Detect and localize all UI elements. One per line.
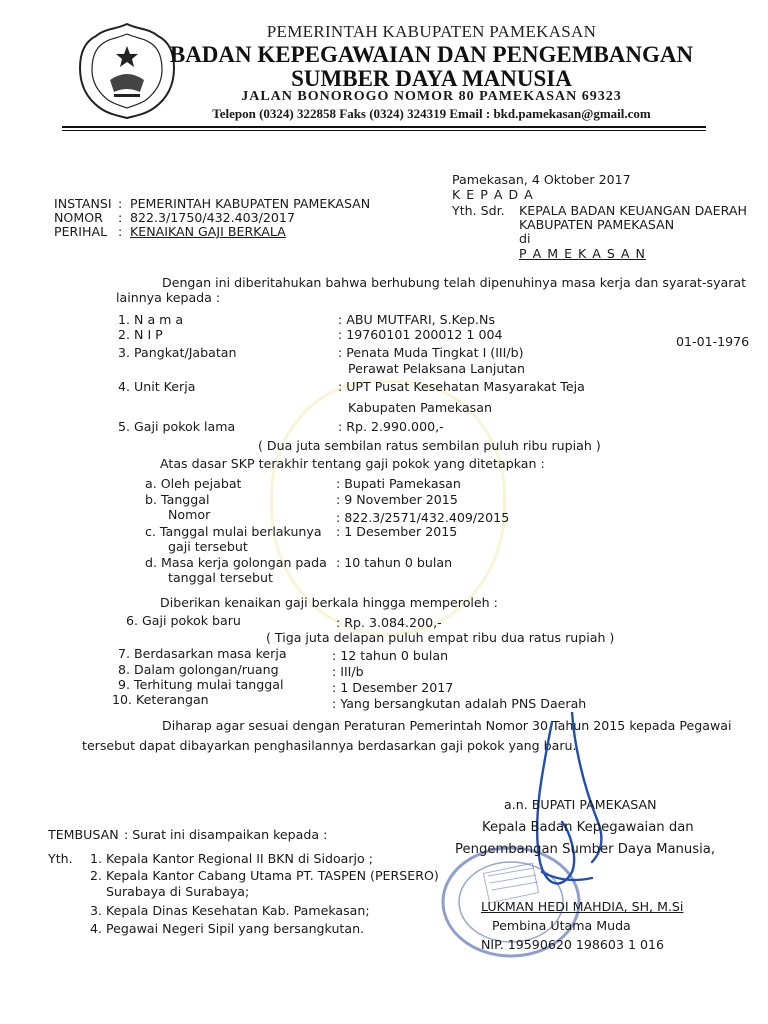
tembusan-label: TEMBUSAN (48, 827, 119, 842)
skp-d-label: d. Masa kerja golongan pada (145, 555, 327, 570)
jabatan-value: Perawat Pelaksana Lanjutan (348, 361, 525, 376)
intro-line1: Dengan ini diberitahukan bahwa berhubung telah dipenuhinya masa kerja dan syarat-syarat (162, 275, 747, 290)
keterangan-label: 10. Keterangan (112, 692, 209, 707)
tembusan-item-1: 1. Kepala Kantor Regional II BKN di Sidoarjo ; (90, 851, 374, 866)
gaji-baru-value: : Rp. 3.084.200,- (336, 615, 442, 630)
signature-rank: Pembina Utama Muda (492, 918, 631, 933)
skp-d-label-2: tanggal tersebut (168, 570, 273, 585)
letterhead-rule-thick (62, 126, 706, 128)
instansi-value: PEMERINTAH KABUPATEN PAMEKASAN (130, 196, 371, 211)
masa-value: : 12 tahun 0 bulan (332, 648, 449, 663)
perihal-value: KENAIKAN GAJI BERKALA (130, 224, 286, 239)
gaji-baru-label: 6. Gaji pokok baru (126, 613, 241, 628)
skp-d-value: : 10 tahun 0 bulan (336, 555, 453, 570)
intro-line2: lainnya kepada : (116, 290, 221, 305)
birth-date: 01-01-1976 (676, 334, 750, 349)
closing-line1: Diharap agar sesuai dengan Peraturan Pemerintah Nomor 30 Tahun 2015 kepada Pegawai (162, 718, 732, 733)
nama-label: 1. N a m a (118, 312, 184, 327)
gaji-lama-label: 5. Gaji pokok lama (118, 419, 236, 434)
golongan-value: : III/b (332, 664, 364, 679)
gaji-lama-words: ( Dua juta sembilan ratus sembilan puluh ribu rupiah ) (258, 438, 601, 453)
unit-value-2: Kabupaten Pamekasan (348, 400, 492, 415)
skp-c-value: : 1 Desember 2015 (336, 524, 458, 539)
letter-date: Pamekasan, 4 Oktober 2017 (452, 172, 631, 187)
terhitung-value: : 1 Desember 2017 (332, 680, 454, 695)
nip-label: 2. N I P (118, 327, 163, 342)
skp-c-label: c. Tanggal mulai berlakunya (145, 524, 322, 539)
letterhead-address: JALAN BONOROGO NOMOR 80 PAMEKASAN 69323 (241, 89, 622, 104)
tembusan-item-2b: Surabaya di Surabaya; (106, 884, 250, 899)
letterhead-line1: PEMERINTAH KABUPATEN PAMEKASAN (266, 22, 597, 41)
pangkat-value: : Penata Muda Tingkat I (III/b) (338, 345, 524, 360)
tembusan-intro: : Surat ini disampaikan kepada : (124, 827, 328, 842)
skp-b-label: b. Tanggal (145, 492, 210, 507)
skp-nomor-value: : 822.3/2571/432.409/2015 (336, 510, 510, 525)
nip-value: : 19760101 200012 1 004 (338, 327, 503, 342)
tembusan-item-3: 3. Kepala Dinas Kesehatan Kab. Pamekasan; (90, 903, 370, 918)
tembusan-item-4: 4. Pegawai Negeri Sipil yang bersangkutan. (90, 921, 365, 936)
recipient-line1: KEPALA BADAN KEUANGAN DAERAH (519, 203, 747, 218)
masa-label: 7. Berdasarkan masa kerja (118, 646, 287, 661)
signature-title1: Kepala Badan Kepegawaian dan (482, 820, 694, 835)
tembusan-item-2: 2. Kepala Kantor Cabang Utama PT. TASPEN (PERSERO) (90, 868, 439, 883)
nomor-label: NOMOR (54, 210, 103, 225)
skp-heading: Atas dasar SKP terakhir tentang gaji pokok yang ditetapkan : (160, 456, 545, 471)
nama-value: : ABU MUTFARI, S.Kep.Ns (338, 312, 496, 327)
skp-a-label: a. Oleh pejabat (145, 476, 242, 491)
letterhead-line3: SUMBER DAYA MANUSIA (291, 66, 572, 91)
skp-c-label-2: gaji tersebut (168, 539, 248, 554)
letterhead-rule-thin (62, 130, 706, 131)
pangkat-label: 3. Pangkat/Jabatan (118, 345, 237, 360)
skp-nomor-label: Nomor (168, 507, 211, 522)
signature-name: LUKMAN HEDI MAHDIA, SH, M.Si (481, 899, 684, 914)
recipient-di: di (519, 231, 531, 246)
new-heading: Diberikan kenaikan gaji berkala hingga memperoleh : (160, 595, 498, 610)
letterhead-line2: BADAN KEPEGAWAIAN DAN PENGEMBANGAN (169, 42, 694, 67)
recipient-line2: KABUPATEN PAMEKASAN (519, 217, 675, 232)
signature-an: a.n. BUPATI PAMEKASAN (504, 797, 657, 812)
skp-a-value: : Bupati Pamekasan (336, 476, 461, 491)
recipient-city: P A M E K A S A N (519, 246, 646, 261)
golongan-label: 8. Dalam golongan/ruang (118, 662, 279, 677)
nomor-value: 822.3/1750/432.403/2017 (130, 210, 295, 225)
kepada-label: K E P A D A (452, 187, 534, 202)
signature-nip: NIP. 19590620 198603 1 016 (481, 937, 665, 952)
instansi-label: INSTANSI (54, 196, 112, 211)
gaji-lama-value: : Rp. 2.990.000,- (338, 419, 444, 434)
skp-b-value: : 9 November 2015 (336, 492, 458, 507)
gaji-baru-words: ( Tiga juta delapan puluh empat ribu dua ratus rupiah ) (266, 630, 615, 645)
unit-value: : UPT Pusat Kesehatan Masyarakat Teja (338, 379, 585, 394)
terhitung-label: 9. Terhitung mulai tanggal (118, 677, 284, 692)
yth-label: Yth. Sdr. (452, 203, 505, 218)
unit-label: 4. Unit Kerja (118, 379, 196, 394)
signature-title2: Pengembangan Sumber Daya Manusia, (455, 842, 716, 857)
letterhead-contact: Telepon (0324) 322858 Faks (0324) 324319 Email : bkd.pamekasan@gmail.com (212, 106, 651, 121)
tembusan-yth: Yth. (48, 851, 73, 866)
closing-line2: tersebut dapat dibayarkan penghasilannya berdasarkan gaji pokok yang baru. (82, 738, 577, 753)
signature-scribble (512, 712, 622, 912)
keterangan-value: : Yang bersangkutan adalah PNS Daerah (332, 696, 587, 711)
perihal-label: PERIHAL (54, 224, 108, 239)
